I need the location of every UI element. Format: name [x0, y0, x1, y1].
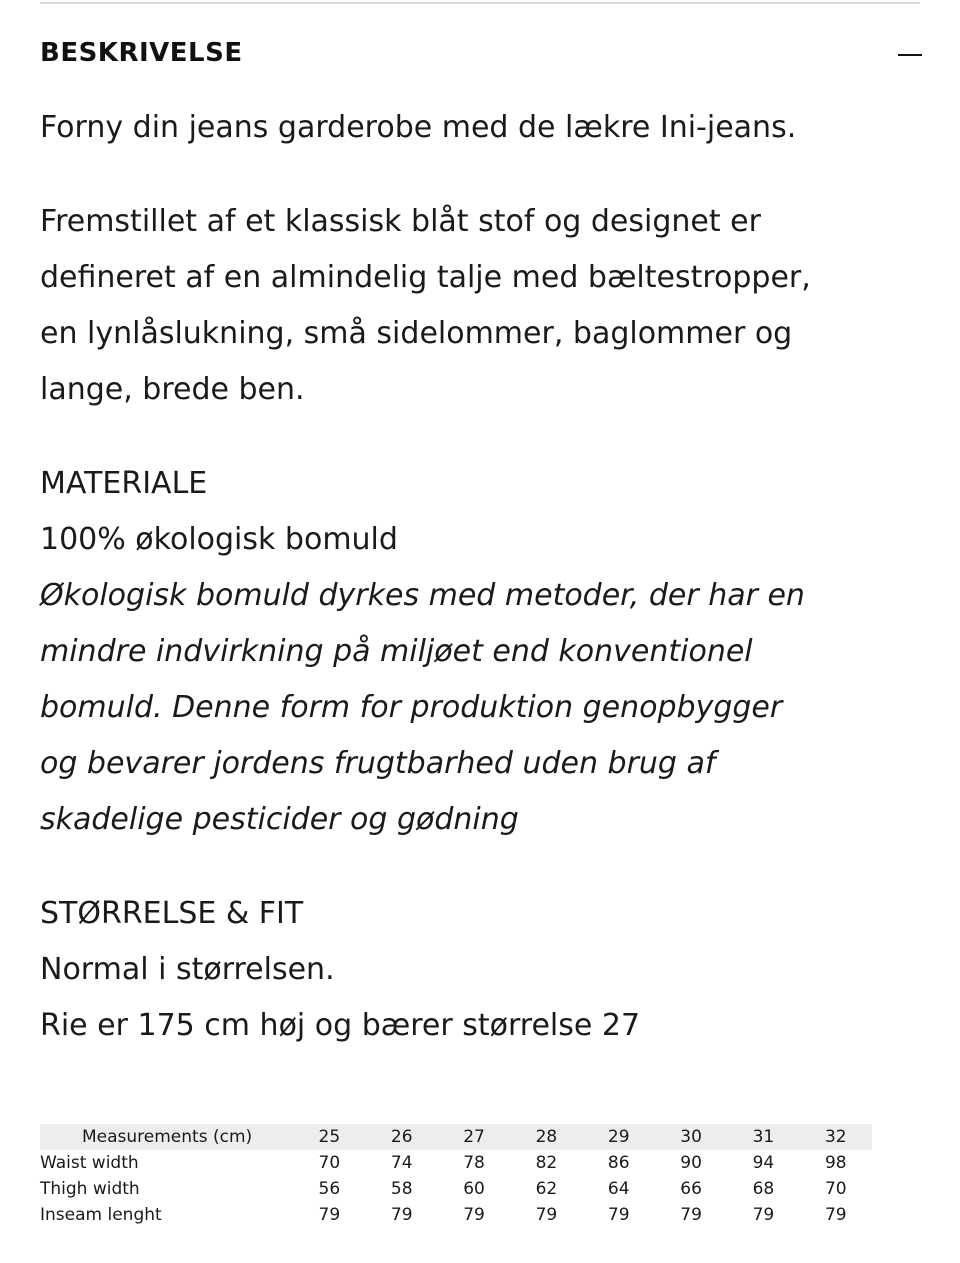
row-label: Waist width: [40, 1153, 139, 1173]
table-cell: 86: [607, 1153, 630, 1173]
size-header-cell: 31: [752, 1127, 775, 1147]
table-cell: 79: [318, 1205, 341, 1225]
table-cell: 79: [680, 1205, 702, 1225]
table-cell: 78: [463, 1153, 485, 1173]
table-cell: 79: [752, 1205, 775, 1225]
size-fit-heading: STØRRELSE & FIT: [40, 896, 304, 931]
material-note-line: skadelige pesticider og gødning: [40, 802, 519, 837]
size-header-cell: 25: [318, 1127, 341, 1147]
section-title: BESKRIVELSE: [40, 38, 243, 68]
table-cell: 58: [390, 1179, 413, 1199]
size-chart-header-row: [40, 1124, 872, 1150]
description-line: Fremstillet af et klassisk blåt stof og designet er: [40, 204, 761, 239]
size-header-cell: 28: [535, 1127, 558, 1147]
table-cell: 70: [318, 1153, 341, 1173]
description-line: defineret af en almindelig talje med bæltestropper,: [40, 260, 811, 295]
size-header-cell: 27: [463, 1127, 485, 1147]
table-cell: 56: [318, 1179, 341, 1199]
size-header-cell: 29: [607, 1127, 630, 1147]
material-composition: 100% økologisk bomuld: [40, 522, 398, 557]
table-cell: 60: [463, 1179, 485, 1199]
table-row: [40, 1150, 872, 1176]
table-cell: 62: [535, 1179, 558, 1199]
material-heading: MATERIALE: [40, 466, 208, 501]
table-cell: 79: [390, 1205, 413, 1225]
table-cell: 79: [824, 1205, 847, 1225]
table-cell: 64: [607, 1179, 630, 1199]
size-header-cell: 32: [824, 1127, 847, 1147]
material-note-line: Økologisk bomuld dyrkes med metoder, der har en: [40, 578, 805, 613]
description-line: en lynlåslukning, små sidelommer, baglommer og: [40, 316, 793, 351]
row-label: Inseam lenght: [40, 1205, 162, 1225]
table-cell: 66: [680, 1179, 702, 1199]
size-fit-section: [40, 886, 900, 1054]
description-body: [40, 194, 900, 418]
material-section: [40, 456, 900, 848]
table-cell: 82: [535, 1153, 558, 1173]
size-header-cell: 26: [390, 1127, 413, 1147]
material-note-line: mindre indvirkning på miljøet end konventionel: [40, 634, 753, 669]
description-content: [40, 100, 900, 1054]
description-line: lange, brede ben.: [40, 372, 305, 407]
top-divider: [40, 2, 920, 4]
table-cell: 79: [463, 1205, 485, 1225]
size-header-cell: 30: [680, 1127, 702, 1147]
description-accordion-header[interactable]: [40, 36, 922, 76]
table-cell: 74: [390, 1153, 413, 1173]
table-cell: 79: [607, 1205, 630, 1225]
table-row: [40, 1202, 872, 1228]
table-cell: 98: [824, 1153, 847, 1173]
table-cell: 79: [535, 1205, 558, 1225]
material-note-line: bomuld. Denne form for produktion genopbygger: [40, 690, 783, 725]
size-fit-line: Rie er 175 cm høj og bærer størrelse 27: [40, 1008, 641, 1043]
size-chart-header-label: Measurements (cm): [82, 1127, 253, 1147]
size-chart-table: [40, 1124, 872, 1228]
table-cell: 90: [680, 1153, 702, 1173]
size-fit-line: Normal i størrelsen.: [40, 952, 335, 987]
material-note-line: og bevarer jordens frugtbarhed uden brug af: [40, 746, 716, 781]
table-cell: 68: [752, 1179, 775, 1199]
table-cell: 70: [824, 1179, 847, 1199]
table-row: [40, 1176, 872, 1202]
description-intro: Forny din jeans garderobe med de lækre Ini-jeans.: [40, 110, 797, 145]
row-label: Thigh width: [40, 1179, 140, 1199]
collapse-minus-icon[interactable]: [898, 54, 922, 56]
table-cell: 94: [752, 1153, 775, 1173]
